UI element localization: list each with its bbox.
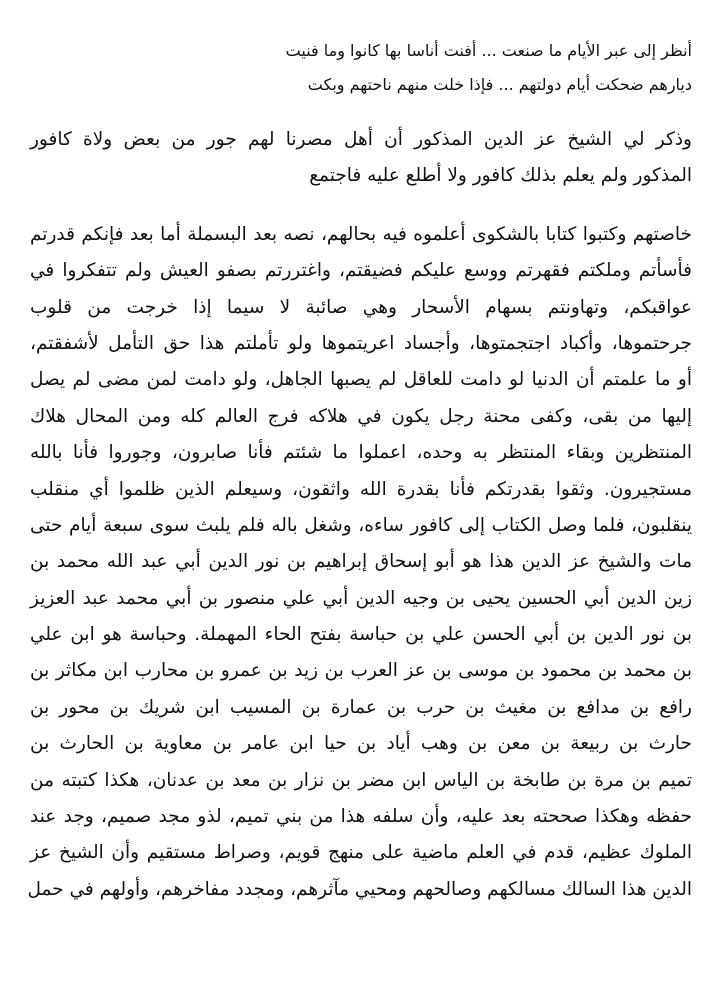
text-line: جرحتموها، وأكباد اجتجمتوها، وأجساد اعريتموها ولو تأملتم هذا حق التأمل لأشفقتم،: [30, 332, 692, 354]
text-line: حفظه وهكذا صححته بعد عليه، وأن سلفه هذا من بني تميم، لذو مجد صميم، وجد عند: [30, 806, 692, 828]
text-line: ينقلبون، فلما وصل الكتاب إلى كافور ساءه، وشغل باله فلم يلبث سوى سبعة أيام حتى: [30, 514, 692, 536]
paragraph-2: [27, 217, 692, 908]
text-line: الملوك عظيم، قدم في العلم ماضية على منهج قويم، وصراط مستقيم وأن الشيخ عز: [30, 842, 692, 864]
text-line: بن محمد بن محمود بن موسى بن عز العرب بن زيد بن عمرو بن محارب ابن مكاثر بن: [30, 660, 692, 682]
text-line: المذكور ولم يعلم بذلك كافور ولا أطلع عليه فاجتمع: [309, 165, 692, 187]
text-line: أو ما علمتم أن الدنيا لو دامت للعاقل لم يصبها الجاهل، ولو دامت لمن مضى لم يصل: [30, 369, 692, 391]
text-line: إليها من بقى، وكفى محنة رجل يكون في هلاكه فرج العالم كله ومن المحال هلاك: [30, 405, 692, 427]
text-line: وذكر لي الشيخ عز الدين المذكور أن أهل مصرنا لهم جور من بعض ولاة كافور: [30, 129, 692, 150]
text-line: الدين هذا السالك مسالكهم وصالحهم ومحيي مآثرهم، ومجدد مفاخرهم، وأولهم في حمل: [27, 878, 692, 900]
text-line: تميم بن مرة بن طابخة بن الياس ابن مضر بن نزار بن معد بن عدنان، هكذا كتبته من: [30, 769, 692, 791]
text-line: رافع بن مدافع بن مغيث بن حرب بن عمارة بن المسيب ابن شريك بن محور بن: [30, 696, 692, 718]
text-line: بن نور الدين بن أبي الحسن علي بن حباسة بفتح الحاء المهملة. وحباسة هو ابن علي: [30, 624, 692, 646]
text-line: زين الدين أبي الحسين يحيى بن وجيه الدين أبي علي منصور بن أبي محمد عبد العزيز: [30, 587, 692, 609]
text-line: حارث بن ربيعة بن معن بن وهب أياد بن حيا ابن عامر بن معاوية بن الحارث بن: [30, 733, 692, 755]
text-line: عواقبكم، وتهاونتم بسهام الأسحار وهي صائبة لا سيما إذا خرجت من قلوب: [30, 296, 692, 318]
paragraph-1: [30, 122, 692, 195]
text-line: مات والشيخ عز الدين هذا هو أبو إسحاق إبراهيم بن نور الدين أبي عبد الله محمد بن: [30, 551, 692, 573]
text-line: خاصتهم وكتبوا كتابا بالشكوى أعلموه فيه بحالهم، نصه بعد البسملة أما بعد فإنكم قدرتم: [30, 223, 692, 245]
poem-block: [30, 34, 692, 102]
text-line: فأسأتم وملكتم فقهرتم ووسع عليكم فضيقتم، واغتررتم بصفو العيش ولم تتفكروا في: [30, 260, 692, 282]
text-line: مستجيرون. وثقوا بقدرتكم فأنا بقدرة الله واثقون، وسيعلم الذين ظلموا أي منقلب: [30, 478, 692, 500]
poem-line: أنظر إلى عبر الأيام ما صنعت ... أفنت أناسا بها كانوا وما فنيت: [285, 41, 692, 60]
text-line: المنتظرين وبقاء المنتظر به وحده، اعملوا ما شئتم فأنا صابرون، وجوروا فأنا بالله: [30, 442, 692, 464]
poem-line: ديارهم ضحكت أيام دولتهم ... فإذا خلت منهم ناحتهم وبكت: [307, 75, 692, 94]
